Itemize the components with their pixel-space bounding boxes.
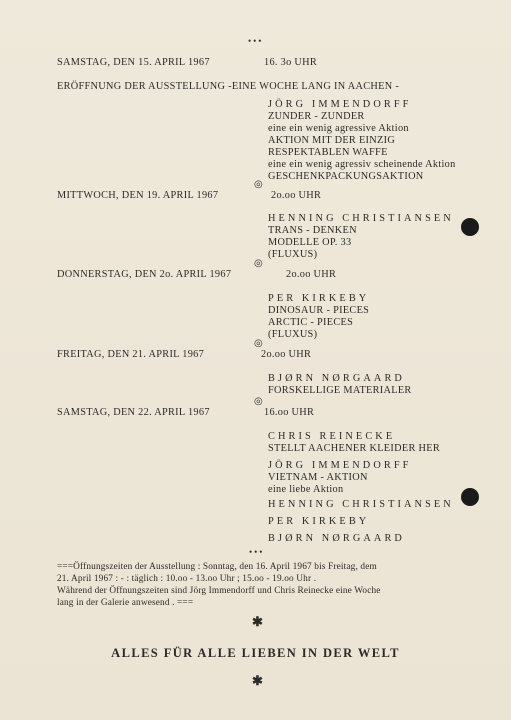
performance-line: ZUNDER - ZUNDER [268, 111, 365, 122]
punch-hole-icon [461, 218, 479, 236]
performance-line: AKTION MIT DER EINZIG [268, 135, 396, 146]
artist-name: HENNING CHRISTIANSEN [268, 499, 454, 510]
artist-name: BJØRN NØRGAARD [268, 533, 405, 544]
date-line: SAMSTAG, DEN 22. APRIL 1967 [57, 407, 210, 418]
date-line: MITTWOCH, DEN 19. APRIL 1967 [57, 190, 219, 201]
footnote-line: lang in der Galerie anwesend . === [57, 598, 194, 608]
artist-name: PER KIRKEBY [268, 293, 370, 304]
motto-heading: ALLES FÜR ALLE LIEBEN IN DER WELT [111, 646, 400, 660]
circled-dot-icon: ◎ [254, 396, 263, 407]
performance-line: RESPEKTABLEN WAFFE [268, 147, 388, 158]
time-line: 2o.oo UHR [271, 190, 322, 201]
date-line: SAMSTAG, DEN 15. APRIL 1967 [57, 57, 210, 68]
artist-name: PER KIRKEBY [268, 516, 370, 527]
performance-line: TRANS - DENKEN [268, 225, 357, 236]
circled-dot-icon: ◎ [254, 179, 263, 190]
performance-line: eine liebe Aktion [268, 484, 344, 495]
performance-line: STELLT AACHENER KLEIDER HER [268, 443, 440, 454]
asterisk-icon: ✱ [252, 614, 263, 629]
time-line: 16.oo UHR [264, 407, 315, 418]
punch-hole-icon [461, 488, 479, 506]
ornament-dots-top: ••• [248, 36, 264, 46]
time-line: 16. 3o UHR [264, 57, 318, 68]
performance-line: GESCHENKPACKUNGSAKTION [268, 171, 424, 182]
artist-name: BJØRN NØRGAARD [268, 373, 405, 384]
circled-dot-icon: ◎ [254, 258, 263, 269]
artist-name: JÖRG IMMENDORFF [268, 460, 412, 471]
performance-line: ARCTIC - PIECES [268, 317, 354, 328]
time-line: 2o.oo UHR [286, 269, 337, 280]
performance-line: (FLUXUS) [268, 249, 318, 260]
artist-name: JÖRG IMMENDORFF [268, 99, 412, 110]
opening-line: ERÖFFNUNG DER AUSSTELLUNG -EINE WOCHE LANG IN AACHEN - [57, 81, 400, 92]
performance-line: VIETNAM - AKTION [268, 472, 368, 483]
performance-line: MODELLE OP. 33 [268, 237, 352, 248]
artist-name: CHRIS REINECKE [268, 431, 396, 442]
date-line: FREITAG, DEN 21. APRIL 1967 [57, 349, 205, 360]
date-line: DONNERSTAG, DEN 2o. APRIL 1967 [57, 269, 232, 280]
performance-line: FORSKELLIGE MATERIALER [268, 385, 412, 396]
performance-line: eine ein wenig agressive Aktion [268, 123, 409, 134]
performance-line: (FLUXUS) [268, 329, 318, 340]
performance-line: eine ein wenig agressiv scheinende Aktion [268, 159, 456, 170]
footnote-line: 21. April 1967 : - : täglich : 10.oo - 13.oo Uhr ; 15.oo - 19.oo Uhr . [57, 574, 317, 584]
footnote-line: Während der Öffnungszeiten sind Jörg Immendorff und Chris Reinecke eine Woche [57, 586, 381, 596]
artist-name: HENNING CHRISTIANSEN [268, 213, 454, 224]
ornament-dots-bottom: ••• [249, 547, 265, 557]
time-line: 2o.oo UHR [261, 349, 312, 360]
asterisk-icon: ✱ [252, 673, 263, 688]
circled-dot-icon: ◎ [254, 338, 263, 349]
performance-line: DINOSAUR - PIECES [268, 305, 370, 316]
footnote-line: ===Öffnungszeiten der Ausstellung : Sonntag, den 16. April 1967 bis Freitag, dem [57, 562, 377, 572]
